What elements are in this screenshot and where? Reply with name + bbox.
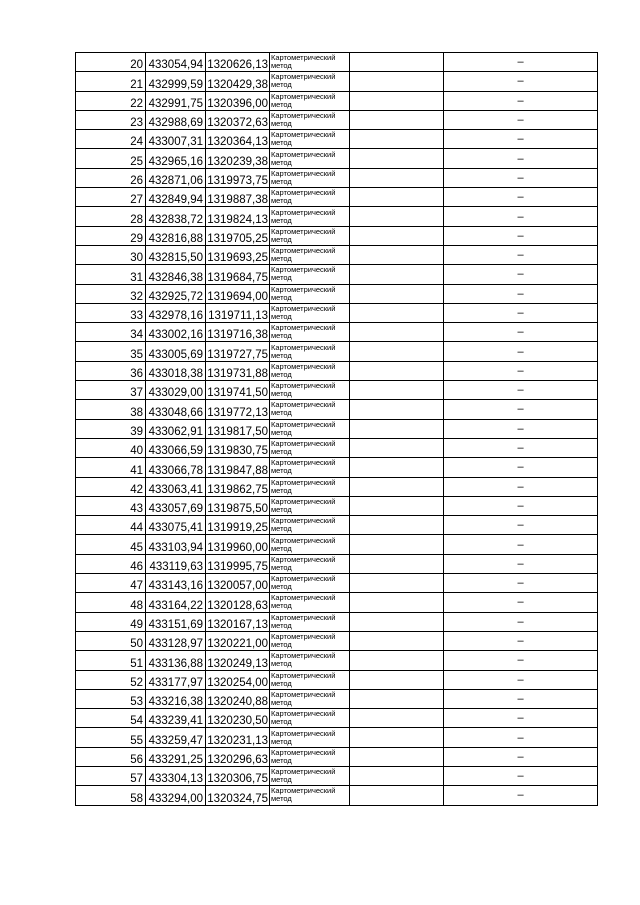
empty-cell [350,381,444,400]
table-row [76,651,598,670]
table-row [76,245,598,264]
x-coordinate-cell: 433136,88 [146,651,206,670]
table-row [76,91,598,110]
table-row [76,766,598,785]
dash-cell: – [444,168,598,187]
x-coordinate-cell: 433007,31 [146,130,206,149]
dash-cell: – [444,361,598,380]
method-cell: Картометрический метод [270,400,350,419]
empty-cell [350,766,444,785]
point-number-cell: 36 [76,361,146,380]
empty-cell [350,72,444,91]
dash-cell: – [444,516,598,535]
y-coordinate-cell: 1319772,13 [206,400,270,419]
x-coordinate-cell: 433151,69 [146,612,206,631]
point-number-cell: 52 [76,670,146,689]
point-number-cell: 43 [76,496,146,515]
table-row [76,554,598,573]
x-coordinate-cell: 433143,16 [146,574,206,593]
empty-cell [350,342,444,361]
empty-cell [350,323,444,342]
table-row [76,709,598,728]
y-coordinate-cell: 1320324,75 [206,786,270,805]
empty-cell [350,496,444,515]
method-cell: Картометрический метод [270,168,350,187]
y-coordinate-cell: 1320167,13 [206,612,270,631]
method-cell: Картометрический метод [270,574,350,593]
empty-cell [350,458,444,477]
method-cell: Картометрический метод [270,535,350,554]
dash-cell: – [444,226,598,245]
empty-cell [350,593,444,612]
y-coordinate-cell: 1320429,38 [206,72,270,91]
y-coordinate-cell: 1320396,00 [206,91,270,110]
method-cell: Картометрический метод [270,496,350,515]
method-cell: Картометрический метод [270,709,350,728]
dash-cell: – [444,612,598,631]
point-number-cell: 51 [76,651,146,670]
empty-cell [350,168,444,187]
x-coordinate-cell: 433103,94 [146,535,206,554]
y-coordinate-cell: 1320230,50 [206,709,270,728]
dash-cell: – [444,786,598,805]
empty-cell [350,786,444,805]
dash-cell: – [444,323,598,342]
point-number-cell: 25 [76,149,146,168]
point-number-cell: 56 [76,747,146,766]
method-cell: Картометрический метод [270,207,350,226]
dash-cell: – [444,419,598,438]
method-cell: Картометрический метод [270,72,350,91]
y-coordinate-cell: 1319716,38 [206,323,270,342]
method-cell: Картометрический метод [270,766,350,785]
point-number-cell: 32 [76,284,146,303]
y-coordinate-cell: 1319875,50 [206,496,270,515]
x-coordinate-cell: 432988,69 [146,110,206,129]
y-coordinate-cell: 1319684,75 [206,265,270,284]
table-row [76,438,598,457]
point-number-cell: 29 [76,226,146,245]
y-coordinate-cell: 1320231,13 [206,728,270,747]
x-coordinate-cell: 433057,69 [146,496,206,515]
point-number-cell: 53 [76,689,146,708]
table-row [76,496,598,515]
x-coordinate-cell: 433294,00 [146,786,206,805]
y-coordinate-cell: 1319862,75 [206,477,270,496]
y-coordinate-cell: 1319727,75 [206,342,270,361]
y-coordinate-cell: 1319919,25 [206,516,270,535]
table-row [76,226,598,245]
x-coordinate-cell: 433291,25 [146,747,206,766]
empty-cell [350,516,444,535]
dash-cell: – [444,91,598,110]
x-coordinate-cell: 432816,88 [146,226,206,245]
x-coordinate-cell: 432991,75 [146,91,206,110]
x-coordinate-cell: 433029,00 [146,381,206,400]
empty-cell [350,651,444,670]
table-row [76,786,598,805]
point-number-cell: 49 [76,612,146,631]
point-number-cell: 45 [76,535,146,554]
dash-cell: – [444,651,598,670]
method-cell: Картометрический метод [270,188,350,207]
table-row [76,516,598,535]
empty-cell [350,419,444,438]
dash-cell: – [444,496,598,515]
empty-cell [350,631,444,650]
dash-cell: – [444,458,598,477]
y-coordinate-cell: 1319694,00 [206,284,270,303]
coordinates-table [75,52,598,806]
method-cell: Картометрический метод [270,342,350,361]
method-cell: Картометрический метод [270,110,350,129]
method-cell: Картометрический метод [270,303,350,322]
dash-cell: – [444,149,598,168]
y-coordinate-cell: 1319705,25 [206,226,270,245]
method-cell: Картометрический метод [270,458,350,477]
y-coordinate-cell: 1320249,13 [206,651,270,670]
method-cell: Картометрический метод [270,91,350,110]
y-coordinate-cell: 1320364,13 [206,130,270,149]
y-coordinate-cell: 1320254,00 [206,670,270,689]
method-cell: Картометрический метод [270,53,350,72]
y-coordinate-cell: 1319693,25 [206,245,270,264]
point-number-cell: 22 [76,91,146,110]
method-cell: Картометрический метод [270,419,350,438]
table-row [76,593,598,612]
point-number-cell: 31 [76,265,146,284]
point-number-cell: 27 [76,188,146,207]
point-number-cell: 47 [76,574,146,593]
point-number-cell: 33 [76,303,146,322]
table-row [76,670,598,689]
point-number-cell: 57 [76,766,146,785]
table-row [76,574,598,593]
table-row [76,477,598,496]
table-row [76,303,598,322]
empty-cell [350,226,444,245]
empty-cell [350,477,444,496]
method-cell: Картометрический метод [270,265,350,284]
y-coordinate-cell: 1319960,00 [206,535,270,554]
x-coordinate-cell: 433018,38 [146,361,206,380]
x-coordinate-cell: 433177,97 [146,670,206,689]
empty-cell [350,535,444,554]
method-cell: Картометрический метод [270,689,350,708]
dash-cell: – [444,477,598,496]
empty-cell [350,361,444,380]
x-coordinate-cell: 433075,41 [146,516,206,535]
table-row [76,149,598,168]
table-row [76,535,598,554]
x-coordinate-cell: 433066,78 [146,458,206,477]
x-coordinate-cell: 433239,41 [146,709,206,728]
point-number-cell: 41 [76,458,146,477]
table-row [76,130,598,149]
method-cell: Картометрический метод [270,651,350,670]
point-number-cell: 55 [76,728,146,747]
x-coordinate-cell: 433128,97 [146,631,206,650]
point-number-cell: 30 [76,245,146,264]
point-number-cell: 40 [76,438,146,457]
empty-cell [350,188,444,207]
y-coordinate-cell: 1320306,75 [206,766,270,785]
empty-cell [350,612,444,631]
method-cell: Картометрический метод [270,631,350,650]
dash-cell: – [444,188,598,207]
point-number-cell: 38 [76,400,146,419]
y-coordinate-cell: 1320221,00 [206,631,270,650]
table-row [76,342,598,361]
y-coordinate-cell: 1319741,50 [206,381,270,400]
empty-cell [350,53,444,72]
empty-cell [350,747,444,766]
empty-cell [350,245,444,264]
dash-cell: – [444,342,598,361]
table-row [76,419,598,438]
y-coordinate-cell: 1320372,63 [206,110,270,129]
dash-cell: – [444,709,598,728]
dash-cell: – [444,265,598,284]
y-coordinate-cell: 1320626,13 [206,53,270,72]
empty-cell [350,110,444,129]
table-row [76,361,598,380]
dash-cell: – [444,400,598,419]
table-row [76,53,598,72]
x-coordinate-cell: 432999,59 [146,72,206,91]
point-number-cell: 44 [76,516,146,535]
dash-cell: – [444,110,598,129]
y-coordinate-cell: 1319973,75 [206,168,270,187]
point-number-cell: 58 [76,786,146,805]
empty-cell [350,728,444,747]
table-row [76,689,598,708]
dash-cell: – [444,303,598,322]
point-number-cell: 23 [76,110,146,129]
document-page [75,52,597,806]
table-row [76,284,598,303]
x-coordinate-cell: 433005,69 [146,342,206,361]
x-coordinate-cell: 432925,72 [146,284,206,303]
empty-cell [350,709,444,728]
table-row [76,323,598,342]
table-row [76,458,598,477]
point-number-cell: 46 [76,554,146,573]
dash-cell: – [444,381,598,400]
empty-cell [350,400,444,419]
empty-cell [350,554,444,573]
table-row [76,207,598,226]
method-cell: Картометрический метод [270,245,350,264]
x-coordinate-cell: 432838,72 [146,207,206,226]
y-coordinate-cell: 1320296,63 [206,747,270,766]
x-coordinate-cell: 433063,41 [146,477,206,496]
x-coordinate-cell: 433164,22 [146,593,206,612]
point-number-cell: 34 [76,323,146,342]
empty-cell [350,284,444,303]
y-coordinate-cell: 1319731,88 [206,361,270,380]
y-coordinate-cell: 1319847,88 [206,458,270,477]
empty-cell [350,91,444,110]
table-row [76,381,598,400]
dash-cell: – [444,245,598,264]
dash-cell: – [444,554,598,573]
x-coordinate-cell: 433002,16 [146,323,206,342]
y-coordinate-cell: 1319711,13 [206,303,270,322]
dash-cell: – [444,766,598,785]
point-number-cell: 24 [76,130,146,149]
dash-cell: – [444,670,598,689]
coordinates-table-body [76,53,598,806]
method-cell: Картометрический метод [270,786,350,805]
point-number-cell: 37 [76,381,146,400]
method-cell: Картометрический метод [270,516,350,535]
y-coordinate-cell: 1319830,75 [206,438,270,457]
empty-cell [350,130,444,149]
method-cell: Картометрический метод [270,728,350,747]
x-coordinate-cell: 432965,16 [146,149,206,168]
empty-cell [350,574,444,593]
point-number-cell: 35 [76,342,146,361]
table-row [76,631,598,650]
empty-cell [350,670,444,689]
x-coordinate-cell: 433216,38 [146,689,206,708]
dash-cell: – [444,689,598,708]
method-cell: Картометрический метод [270,226,350,245]
y-coordinate-cell: 1319995,75 [206,554,270,573]
empty-cell [350,303,444,322]
method-cell: Картометрический метод [270,284,350,303]
table-row [76,265,598,284]
point-number-cell: 20 [76,53,146,72]
dash-cell: – [444,53,598,72]
table-row [76,110,598,129]
dash-cell: – [444,284,598,303]
dash-cell: – [444,207,598,226]
method-cell: Картометрический метод [270,438,350,457]
empty-cell [350,265,444,284]
point-number-cell: 54 [76,709,146,728]
x-coordinate-cell: 432871,06 [146,168,206,187]
method-cell: Картометрический метод [270,361,350,380]
y-coordinate-cell: 1320240,88 [206,689,270,708]
dash-cell: – [444,631,598,650]
x-coordinate-cell: 432978,16 [146,303,206,322]
point-number-cell: 39 [76,419,146,438]
method-cell: Картометрический метод [270,323,350,342]
point-number-cell: 42 [76,477,146,496]
point-number-cell: 28 [76,207,146,226]
table-row [76,188,598,207]
dash-cell: – [444,438,598,457]
x-coordinate-cell: 433066,59 [146,438,206,457]
y-coordinate-cell: 1320128,63 [206,593,270,612]
y-coordinate-cell: 1319817,50 [206,419,270,438]
point-number-cell: 21 [76,72,146,91]
empty-cell [350,438,444,457]
x-coordinate-cell: 432815,50 [146,245,206,264]
table-row [76,728,598,747]
table-row [76,400,598,419]
method-cell: Картометрический метод [270,593,350,612]
table-row [76,72,598,91]
x-coordinate-cell: 433304,13 [146,766,206,785]
x-coordinate-cell: 433259,47 [146,728,206,747]
point-number-cell: 26 [76,168,146,187]
y-coordinate-cell: 1320057,00 [206,574,270,593]
point-number-cell: 48 [76,593,146,612]
dash-cell: – [444,535,598,554]
x-coordinate-cell: 432846,38 [146,265,206,284]
table-row [76,168,598,187]
empty-cell [350,149,444,168]
method-cell: Картометрический метод [270,747,350,766]
x-coordinate-cell: 433048,66 [146,400,206,419]
dash-cell: – [444,728,598,747]
method-cell: Картометрический метод [270,477,350,496]
method-cell: Картометрический метод [270,612,350,631]
x-coordinate-cell: 433062,91 [146,419,206,438]
y-coordinate-cell: 1319887,38 [206,188,270,207]
table-row [76,747,598,766]
x-coordinate-cell: 433119,63 [146,554,206,573]
dash-cell: – [444,747,598,766]
x-coordinate-cell: 432849,94 [146,188,206,207]
method-cell: Картометрический метод [270,554,350,573]
dash-cell: – [444,574,598,593]
dash-cell: – [444,130,598,149]
dash-cell: – [444,593,598,612]
y-coordinate-cell: 1319824,13 [206,207,270,226]
method-cell: Картометрический метод [270,149,350,168]
empty-cell [350,207,444,226]
y-coordinate-cell: 1320239,38 [206,149,270,168]
method-cell: Картометрический метод [270,130,350,149]
empty-cell [350,689,444,708]
method-cell: Картометрический метод [270,381,350,400]
dash-cell: – [444,72,598,91]
table-row [76,612,598,631]
x-coordinate-cell: 433054,94 [146,53,206,72]
point-number-cell: 50 [76,631,146,650]
method-cell: Картометрический метод [270,670,350,689]
